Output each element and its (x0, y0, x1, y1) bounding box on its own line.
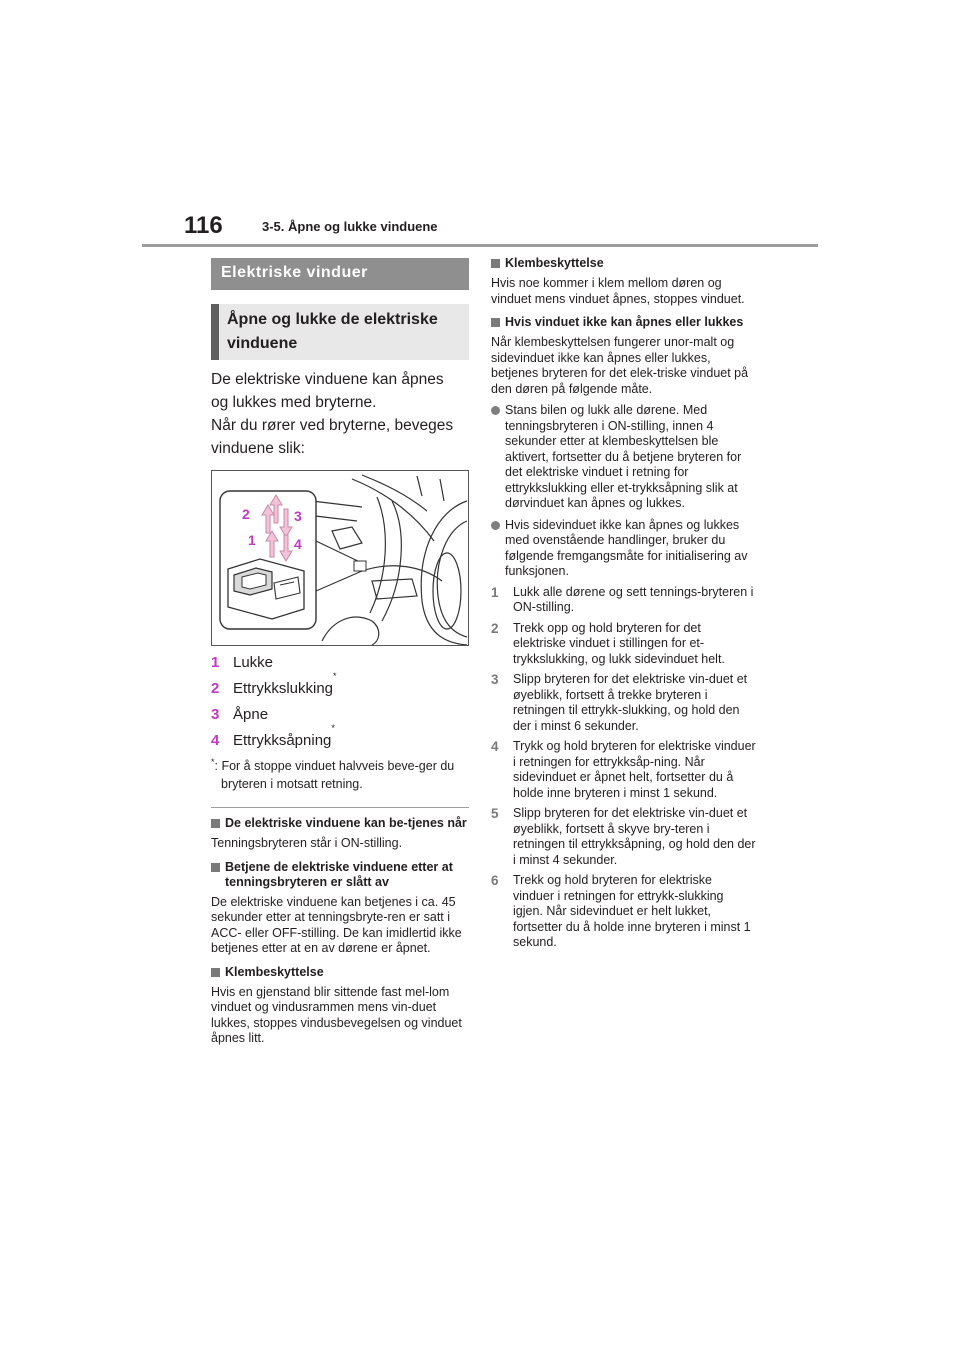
legend-text: Ettrykksåpning (233, 732, 332, 749)
step-item (491, 873, 756, 951)
subsection-heading-line-2: vinduene (227, 335, 298, 352)
step-text: Trekk og hold bryteren for elektriske vinduer i retningen for ettrykk-slukking igjen. Når sidevinduet er helt lukket, fortsetter du å holde inne bryteren i minst 1 sekund. (513, 873, 751, 949)
section-title: 3-5. Åpne og lukke vinduene (262, 219, 438, 234)
right-column (491, 256, 756, 951)
step-number: 2 (491, 620, 499, 636)
step-text: Trekk opp og hold bryteren for det elektriske vinduet i stillingen for et-trykkslukking, og lukk sidevinduet helt. (513, 620, 725, 666)
step-text: Trykk og hold bryteren for elektriske vinduer i retningen for ettrykksåp-ning. Når sidevinduet er åpnet helt, fortsetter du å holde inne bryteren i minst 1 sekund. (513, 739, 756, 800)
square-bullet-icon (211, 968, 220, 977)
info-text: Tenningsbryteren står i ON-stilling. (211, 836, 403, 850)
legend-item (211, 702, 469, 728)
step-number: 4 (491, 739, 499, 754)
dashboard-drawing (212, 471, 468, 645)
step-text: Slipp bryteren for det elektriske vin-duet et øyeblikk, fortsett å skyve bry-teren i retningen til ettrykksåpning, og hold den der i minst 4 sekunder. (513, 806, 756, 867)
info-text: Når klembeskyttelsen fungerer unor-malt og sidevinduet ikke kan åpnes eller lukkes, betjenes bryteren for det elek-triske vinduet på den døren på følgende måte. (491, 335, 749, 396)
dashboard-lines (307, 475, 467, 645)
bullet-text: Stans bilen og lukk alle dørene. Med tenningsbryteren i ON-stilling, innen 4 sekunder etter at klembeskyttelsen ble aktivert, fortsetter du å betjene bryteren for det elektriske vinduet i retning for ettrykkslukking eller et-trykksåpning slik at dørvinduet kan åpnes og lukkes. (505, 403, 742, 510)
step-item (491, 739, 756, 801)
intro-line-2: og lukkes med bryterne. (211, 394, 377, 411)
footnote-text: : For å stoppe vinduet halvveis beve-ger du bryteren i motsatt retning. (214, 759, 455, 791)
figure-label-2: 2 (242, 506, 250, 522)
intro-line-4: vinduene slik: (211, 440, 305, 457)
legend-number: 3 (211, 706, 220, 723)
step-item (491, 621, 756, 668)
step-number: 5 (491, 806, 499, 821)
info-text: De elektriske vinduene kan betjenes i ca. 45 sekunder etter at tenningsbryte-ren er satt i ACC- eller OFF-stilling. De kan imidlertid ikke betjenes etter at en av dørene er åpnet. (211, 894, 462, 955)
step-item (491, 806, 756, 868)
bullet-item (491, 403, 756, 512)
square-bullet-icon (211, 819, 220, 828)
step-text: Slipp bryteren for det elektriske vin-duet et øyeblikk, fortsett å trekke bryteren i retningen til ettrykk-slukking, og hold den der i minst 6 sekunder. (513, 672, 748, 733)
legend-item (211, 650, 469, 676)
info-heading (491, 256, 756, 271)
square-bullet-icon (491, 318, 500, 327)
section-divider (211, 807, 469, 808)
legend-text: Lukke (233, 654, 274, 671)
subsection-heading (211, 304, 469, 360)
bullet-item (491, 518, 756, 580)
info-text: Hvis en gjenstand blir sittende fast mel-lom vinduet og vindusrammen mens vin-duet lukkes, stoppes vindusbevegelsen og vinduet åpnes litt. (211, 984, 462, 1045)
legend-number: 2 (211, 680, 220, 697)
info-heading-text: Betjene de elektriske vinduene etter at tenningsbryteren er slått av (225, 859, 453, 889)
switch-closeup (220, 491, 366, 629)
footnote-star: * (211, 756, 215, 767)
step-item (491, 585, 756, 616)
square-bullet-icon (491, 259, 500, 268)
info-heading (491, 315, 756, 330)
figure-legend (211, 650, 469, 754)
legend-star: * (333, 671, 337, 681)
legend-item (211, 723, 469, 754)
legend-number: 1 (211, 654, 220, 671)
figure-label-3: 3 (294, 508, 302, 524)
footnote (211, 757, 469, 793)
info-heading-text: Klembeskyttelse (225, 964, 324, 979)
step-number: 3 (491, 672, 499, 687)
legend-text: Åpne (233, 706, 269, 723)
intro-line-3: Når du rører ved bryterne, beveges (211, 417, 454, 434)
info-text: Hvis noe kommer i klem mellom døren og vinduet mens vinduet åpnes, stoppes vinduet. (491, 276, 745, 306)
step-number: 6 (491, 873, 499, 888)
info-heading (211, 816, 469, 831)
intro-line-1: De elektriske vinduene kan åpnes (211, 371, 444, 388)
round-bullet-icon (491, 521, 500, 530)
step-text: Lukk alle dørene og sett tennings-bryteren i ON-stilling. (513, 584, 754, 614)
square-bullet-icon (211, 863, 220, 872)
info-heading-text: Klembeskyttelse (505, 256, 604, 270)
info-heading (211, 860, 469, 890)
bullet-text: Hvis sidevinduet ikke kan åpnes og lukkes med ovenstående handlinger, bruker du følgende fremgangsmåte for initialisering av funksjonen. (505, 517, 748, 578)
subsection-heading-line-1: Åpne og lukke de elektriske (227, 311, 438, 328)
window-switch-illustration (211, 470, 469, 646)
figure-label-4: 4 (294, 536, 302, 552)
figure-label-1: 1 (248, 532, 256, 548)
step-item (491, 672, 756, 734)
legend-star: * (331, 723, 335, 733)
intro-text (211, 368, 469, 460)
step-number: 1 (491, 584, 499, 600)
legend-number: 4 (211, 732, 220, 749)
info-heading (211, 965, 469, 980)
legend-text: Ettrykkslukking (233, 680, 334, 697)
legend-item (211, 671, 469, 702)
left-column (211, 258, 469, 1047)
page-number: 116 (184, 212, 223, 239)
info-heading-text: Hvis vinduet ikke kan åpnes eller lukkes (505, 315, 744, 329)
round-bullet-icon (491, 406, 500, 415)
info-heading-text: De elektriske vinduene kan be-tjenes når (225, 816, 467, 830)
section-heading: Elektriske vinduer (211, 258, 469, 290)
header-divider (142, 244, 818, 247)
